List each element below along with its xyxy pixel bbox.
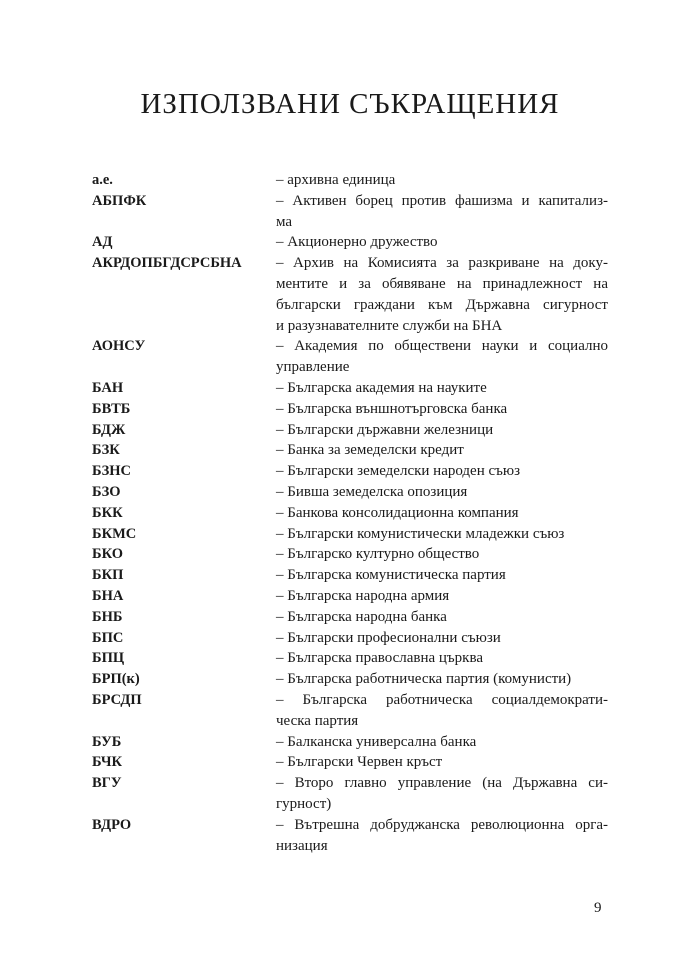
abbreviation-definition: [276, 524, 608, 545]
definition-line: – Бивша земеделска опозиция: [276, 483, 468, 500]
abbreviation-entry: [92, 503, 608, 524]
abbreviation-definition: [276, 752, 608, 773]
abbreviation-entry: [92, 544, 608, 565]
definition-line: и разузнавателните служби на БНА: [276, 317, 503, 334]
definition-line: – Второ главно управление (на Държавна си-: [276, 775, 608, 792]
abbreviation-entry: [92, 336, 608, 378]
abbreviation-term: БВТБ: [92, 400, 131, 417]
abbreviation-entry: [92, 565, 608, 586]
abbreviation-entry: [92, 690, 608, 732]
abbreviation-term: АБПФК: [92, 192, 147, 209]
abbreviation-term: БКК: [92, 504, 123, 521]
definition-line: – Академия по обществени науки и социално: [276, 338, 608, 355]
abbreviation-definition: [276, 815, 608, 857]
abbreviation-entry: [92, 420, 608, 441]
abbreviation-entry: [92, 669, 608, 690]
abbreviation-entry: [92, 253, 608, 336]
abbreviation-entry: [92, 586, 608, 607]
abbreviation-definition: [276, 669, 608, 690]
abbreviation-definition: [276, 586, 608, 607]
abbreviation-entry: [92, 732, 608, 753]
definition-line: гурност): [276, 795, 332, 812]
abbreviation-term: ВГУ: [92, 775, 122, 792]
definition-line: управление: [276, 359, 350, 376]
abbreviation-term: БРП(к): [92, 671, 140, 688]
abbreviation-entry: [92, 378, 608, 399]
abbreviation-entry: [92, 773, 608, 815]
abbreviation-term: ВДРО: [92, 816, 132, 833]
definition-line: – Българска православна църква: [276, 650, 484, 667]
abbreviation-entry: [92, 461, 608, 482]
page-title: ИЗПОЛЗВАНИ СЪКРАЩЕНИЯ: [140, 88, 560, 120]
abbreviation-entry: [92, 170, 608, 191]
abbreviation-term: БЗК: [92, 442, 120, 459]
abbreviation-term: АД: [92, 234, 113, 251]
definition-line: – Българска народна банка: [276, 608, 447, 625]
abbreviation-term: БКО: [92, 546, 124, 563]
abbreviation-term: БЧК: [92, 754, 123, 771]
definition-line: – Българска комунистическа партия: [276, 567, 506, 584]
definition-line: – Българска работническа социалдемократи-: [276, 691, 608, 708]
definition-line: ма: [276, 213, 293, 230]
definition-line: – Активен борец против фашизма и капитализ-: [276, 192, 608, 209]
abbreviation-term: БПС: [92, 629, 124, 646]
abbreviation-definition: [276, 399, 608, 420]
abbreviation-term: АКРДОПБГДСРСБНА: [92, 255, 242, 272]
abbreviation-entry: [92, 648, 608, 669]
definition-line: – Вътрешна добруджанска революционна орга-: [276, 816, 608, 833]
abbreviation-term: БНБ: [92, 608, 123, 625]
definition-line: – Български професионални съюзи: [276, 629, 501, 646]
abbreviation-definition: [276, 378, 608, 399]
definition-line: – Акционерно дружество: [276, 234, 438, 251]
definition-line: ческа партия: [276, 712, 359, 729]
abbreviation-term: БПЦ: [92, 650, 125, 667]
abbreviation-definition: [276, 773, 608, 815]
abbreviation-term: БКМС: [92, 525, 137, 542]
abbreviation-definition: [276, 565, 608, 586]
abbreviation-definition: [276, 690, 608, 732]
abbreviation-term: БУБ: [92, 733, 122, 750]
definition-line: – Български Червен кръст: [276, 754, 443, 771]
definition-line: – Български земеделски народен съюз: [276, 463, 521, 480]
abbreviation-term: а.е.: [92, 172, 113, 188]
abbreviations-list: [92, 170, 608, 856]
abbreviation-entry: [92, 191, 608, 233]
abbreviation-definition: [276, 232, 608, 253]
definition-line: – Българско културно общество: [276, 546, 480, 563]
abbreviation-term: БКП: [92, 567, 124, 584]
definition-line: – Банкова консолидационна компания: [276, 504, 519, 521]
abbreviation-definition: [276, 648, 608, 669]
abbreviation-definition: [276, 336, 608, 378]
definition-line: ментите и за обявяване на принадлежност на: [276, 275, 608, 292]
abbreviation-entry: [92, 752, 608, 773]
abbreviation-definition: [276, 628, 608, 649]
abbreviation-definition: [276, 544, 608, 565]
abbreviation-definition: [276, 607, 608, 628]
abbreviation-definition: [276, 503, 608, 524]
abbreviation-definition: [276, 482, 608, 503]
abbreviation-definition: [276, 253, 608, 336]
definition-line: – Българска външнотърговска банка: [276, 400, 508, 417]
abbreviation-definition: [276, 461, 608, 482]
definition-line: – Български държавни железници: [276, 421, 494, 438]
abbreviation-definition: [276, 732, 608, 753]
definition-line: – Българска народна армия: [276, 587, 450, 604]
definition-line: – Българска работническа партия (комунисти): [276, 671, 572, 688]
page-number: 9: [594, 900, 602, 916]
definition-line: – Българска академия на науките: [276, 379, 487, 396]
abbreviation-definition: [276, 440, 608, 461]
definition-line: низация: [276, 837, 328, 854]
abbreviation-entry: [92, 232, 608, 253]
abbreviation-entry: [92, 607, 608, 628]
definition-line: български граждани към Държавна сигурност: [276, 296, 608, 313]
abbreviation-entry: [92, 399, 608, 420]
abbreviation-definition: [276, 191, 608, 233]
abbreviation-entry: [92, 815, 608, 857]
abbreviation-term: БНА: [92, 587, 124, 604]
abbreviation-term: БРСДП: [92, 691, 142, 708]
abbreviation-term: БЗО: [92, 483, 121, 500]
abbreviation-definition: [276, 420, 608, 441]
abbreviation-term: БДЖ: [92, 421, 126, 438]
definition-line: – Балканска универсална банка: [276, 733, 477, 750]
abbreviation-term: БЗНС: [92, 463, 131, 480]
definition-line: – архивна единица: [276, 172, 396, 188]
abbreviation-entry: [92, 524, 608, 545]
abbreviation-term: БАН: [92, 379, 124, 396]
abbreviation-entry: [92, 482, 608, 503]
definition-line: – Български комунистически младежки съюз: [276, 525, 565, 542]
definition-line: – Архив на Комисията за разкриване на доку-: [276, 255, 608, 272]
definition-line: – Банка за земеделски кредит: [276, 442, 464, 459]
abbreviation-entry: [92, 440, 608, 461]
abbreviation-term: АОНСУ: [92, 338, 146, 355]
abbreviation-entry: [92, 628, 608, 649]
abbreviation-definition: [276, 170, 608, 191]
